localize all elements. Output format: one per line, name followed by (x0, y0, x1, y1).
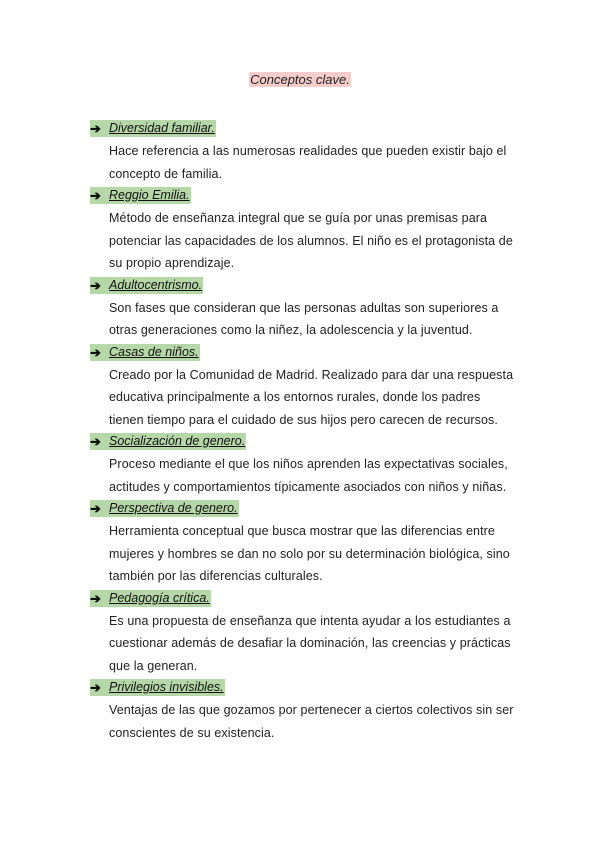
definition-line: Son fases que consideran que las personas adultas son superiores a (109, 300, 499, 315)
definition-line: cuestionar además de desafiar la dominación, las creencias y prácticas (109, 636, 511, 650)
concept-definition (109, 364, 520, 432)
definition-line: potenciar las capacidades de los alumnos. El niño es el protagonista de (109, 233, 513, 248)
definition-line: tienen tiempo para el cuidado de sus hijos pero carecen de recursos. (109, 412, 498, 427)
definition-line: actitudes y comportamientos típicamente asociados con niños y niñas. (109, 479, 507, 494)
concept-term: Perspectiva de genero. (109, 501, 238, 515)
concept-term: Reggio Emilia. (109, 188, 190, 202)
concept-term-line (90, 431, 520, 453)
concept-term: Socialización de genero. (109, 434, 246, 448)
arrow-bullet-icon: ➔ (90, 277, 109, 294)
concept-term: Diversidad familiar. (109, 121, 215, 135)
definition-line: Hace referencia a las numerosas realidades que pueden existir bajo el (109, 144, 507, 158)
concept-definition (109, 699, 520, 744)
definition-line: Método de enseñanza integral que se guía por unas premisas para (109, 211, 488, 225)
concept-term: Adultocentrismo. (109, 277, 203, 292)
concept-entry (90, 677, 520, 744)
concept-entry (90, 185, 520, 275)
concept-entry (90, 498, 520, 588)
concept-entry (90, 342, 520, 432)
definition-line: Proceso mediante el que los niños aprenden las expectativas sociales, (109, 457, 508, 471)
concept-definition (109, 207, 520, 275)
concept-term-line (90, 185, 520, 207)
concept-definition (109, 140, 520, 185)
concept-term-line (90, 342, 520, 364)
concept-list (90, 118, 520, 744)
arrow-bullet-icon: ➔ (90, 344, 109, 361)
concept-term-line (90, 275, 520, 297)
concept-definition (109, 453, 520, 498)
concept-term: Privilegios invisibles. (109, 680, 224, 694)
concept-entry (90, 275, 520, 342)
concept-term: Casas de niños. (109, 344, 199, 359)
concept-term-line (90, 588, 520, 610)
definition-line: Ventajas de las que gozamos por pertenecer a ciertos colectivos sin ser (109, 703, 514, 717)
arrow-bullet-icon: ➔ (90, 433, 109, 450)
definition-line: conscientes de su existencia. (109, 725, 275, 740)
definition-line: su propio aprendizaje. (109, 256, 235, 270)
concept-term-line (90, 498, 520, 520)
concept-entry (90, 431, 520, 498)
arrow-bullet-icon: ➔ (90, 679, 109, 696)
concept-term-line (90, 118, 520, 140)
concept-term-line (90, 677, 520, 699)
definition-line: concepto de familia. (109, 166, 223, 181)
definition-line: educativa principalmente a los entornos rurales, donde los padres (109, 390, 481, 404)
definition-line: Herramienta conceptual que busca mostrar que las diferencias entre (109, 524, 495, 538)
concept-definition (109, 297, 520, 342)
concept-definition (109, 610, 520, 678)
concept-entry (90, 588, 520, 678)
document-title: Conceptos clave. (250, 72, 350, 87)
definition-line: que la generan. (109, 658, 198, 673)
arrow-bullet-icon: ➔ (90, 590, 109, 607)
definition-line: Es una propuesta de enseñanza que intenta ayudar a los estudiantes a (109, 613, 511, 628)
arrow-bullet-icon: ➔ (90, 187, 109, 204)
definition-line: otras generaciones como la niñez, la adolescencia y la juventud. (109, 323, 473, 337)
arrow-bullet-icon: ➔ (90, 500, 109, 517)
concept-term: Pedagogía crítica. (109, 590, 210, 605)
definition-line: también por las diferencias culturales. (109, 569, 323, 583)
definition-line: Creado por la Comunidad de Madrid. Realizado para dar una respuesta (109, 367, 514, 382)
concept-entry (90, 118, 520, 185)
document-title-block (0, 71, 600, 88)
arrow-bullet-icon: ➔ (90, 120, 109, 137)
concept-definition (109, 520, 520, 588)
definition-line: mujeres y hombres se dan no solo por su determinación biológica, sino (109, 546, 510, 561)
